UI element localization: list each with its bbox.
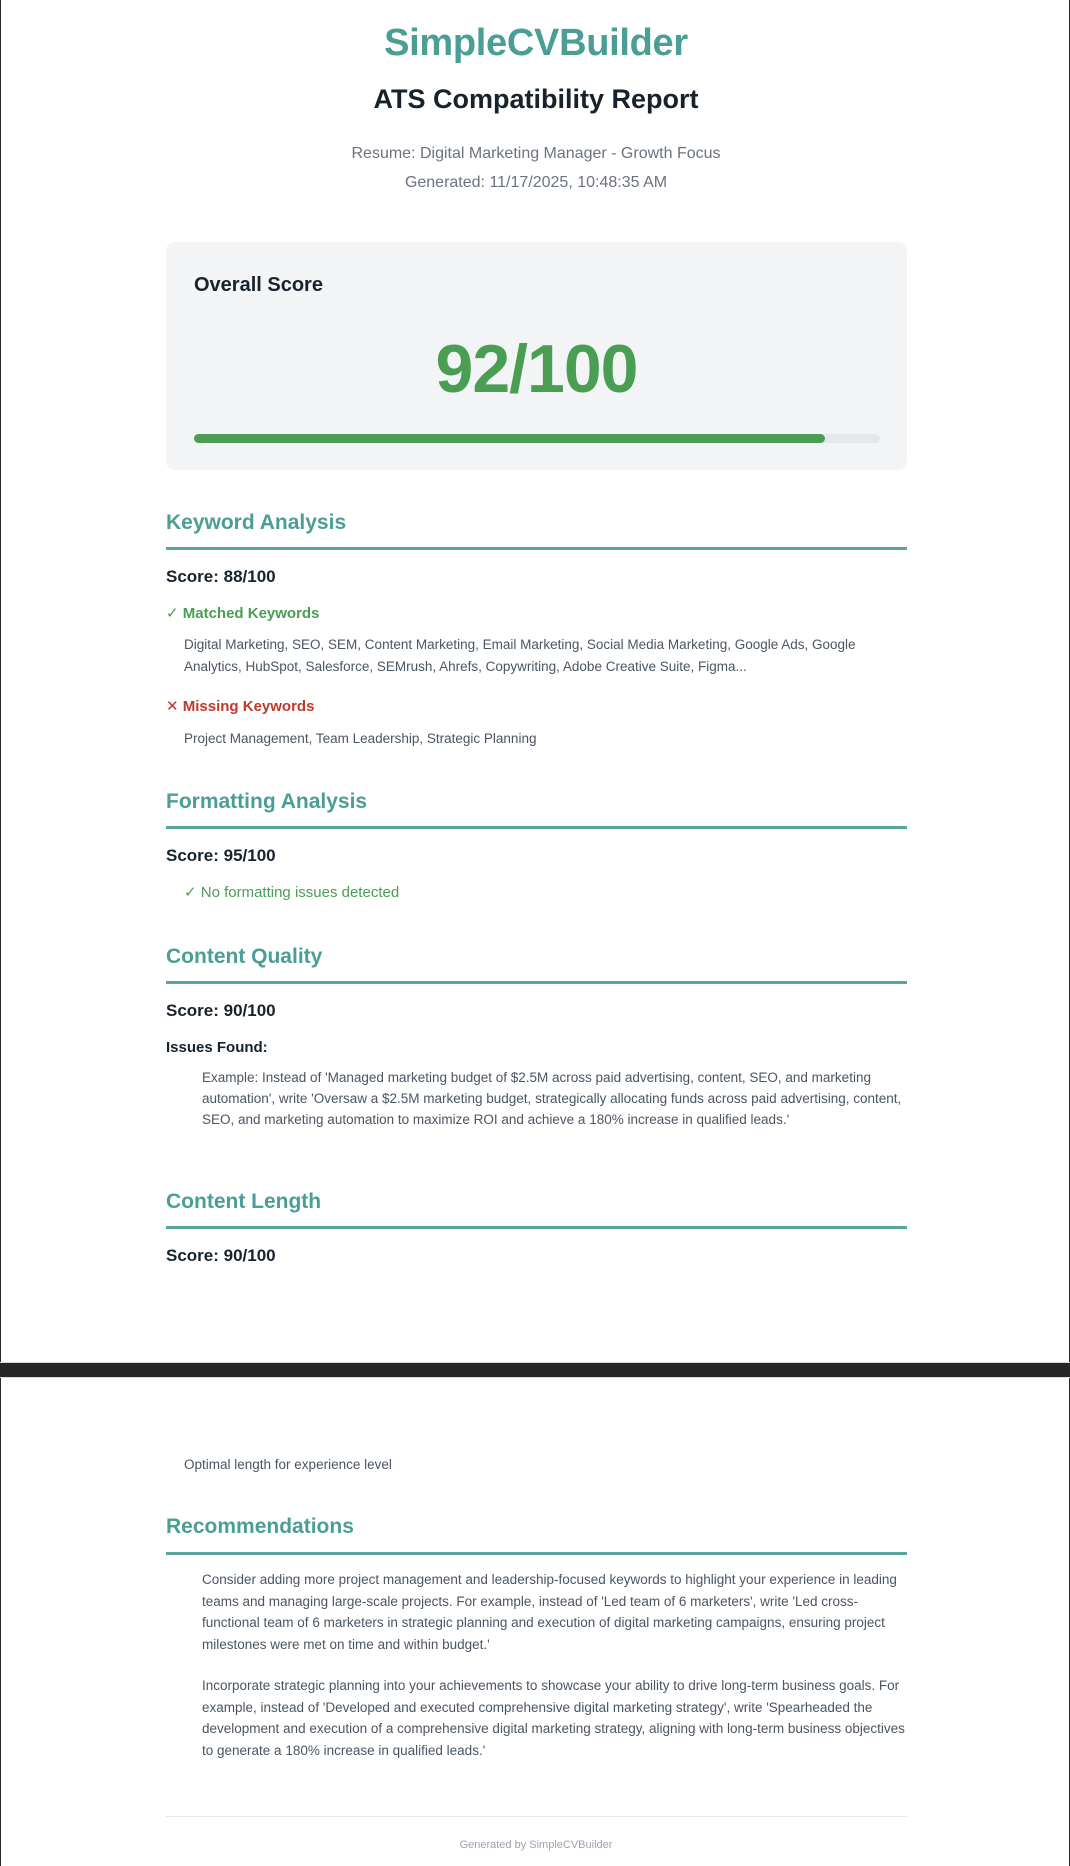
section-title-content-length: Content Length [166,1190,322,1213]
content-quality-score: Score: 90/100 [166,1001,276,1020]
section-divider [166,1552,907,1555]
overall-score-progress-fill [194,434,825,443]
issue-item: Example: Instead of 'Managed marketing budget of $2.5M across paid advertising, content, SEO, and marketing automation', write 'Oversaw a $2.5M marketing budget, strategically allocating funds across paid advertising, content, SEO, and marketing automation to maximize ROI and achieve a 180% increase in qualified leads.' [202,1070,902,1127]
resume-name: Resume: Digital Marketing Manager - Growth Focus [351,145,721,162]
report-title: ATS Compatibility Report [373,84,699,114]
formatting-score: Score: 95/100 [166,846,276,865]
missing-keywords-heading: ✕ Missing Keywords [166,698,315,715]
overall-score-value: 92/100 [435,331,638,407]
overall-score-label: Overall Score [194,274,323,296]
section-divider [166,1226,907,1229]
matched-keywords-heading: ✓ Matched Keywords [166,605,320,622]
overall-score-progress-bar [194,434,880,443]
page-break [0,1362,1070,1378]
recommendation-item: Consider adding more project management and leadership-focused keywords to highlight your experience in leading teams and managing large-scale projects. For example, instead of 'Led team of 6 marketers', write 'Led cross-functional team of 6 marketers in strategic planning and execution of digital marketing campaigns, ensuring project milestones were met on time and within budget.' [202,1572,897,1653]
footer-credit: Generated by SimpleCVBuilder [459,1839,613,1851]
section-divider [166,826,907,829]
section-title-recommendations: Recommendations [166,1515,354,1538]
keyword-score: Score: 88/100 [166,567,276,586]
matched-keywords-list: Digital Marketing, SEO, SEM, Content Marketing, Email Marketing, Social Media Marketing, Google Ads, Google Analytics, HubSpot, Salesforce, SEMrush, Ahrefs, Copywriting, Adobe Creative Suite, Figma... [184,637,856,674]
recommendation-item: Incorporate strategic planning into your achievements to showcase your ability to drive long-term business goals. For example, instead of 'Developed and executed comprehensive digital marketing strategy', write 'Spearheaded the development and execution of a comprehensive digital marketing strategy, aligning with long-term business objectives to generate a 180% increase in qualified leads.' [202,1678,905,1759]
section-title-formatting-analysis: Formatting Analysis [166,790,368,813]
missing-keywords-list: Project Management, Team Leadership, Strategic Planning [184,731,537,746]
section-title-keyword-analysis: Keyword Analysis [166,511,347,534]
section-divider [166,981,907,984]
formatting-status: ✓ No formatting issues detected [184,884,400,901]
brand-title: SimpleCVBuilder [384,22,688,64]
section-title-content-quality: Content Quality [166,945,323,968]
content-length-note: Optimal length for experience level [184,1457,392,1472]
issues-found-label: Issues Found: [166,1039,268,1056]
generated-timestamp: Generated: 11/17/2025, 10:48:35 AM [404,174,668,191]
content-length-score: Score: 90/100 [166,1246,276,1265]
section-divider [166,547,907,550]
footer-divider [166,1816,907,1817]
report-page-2 [0,1378,1070,1866]
overall-score-card [166,242,907,470]
